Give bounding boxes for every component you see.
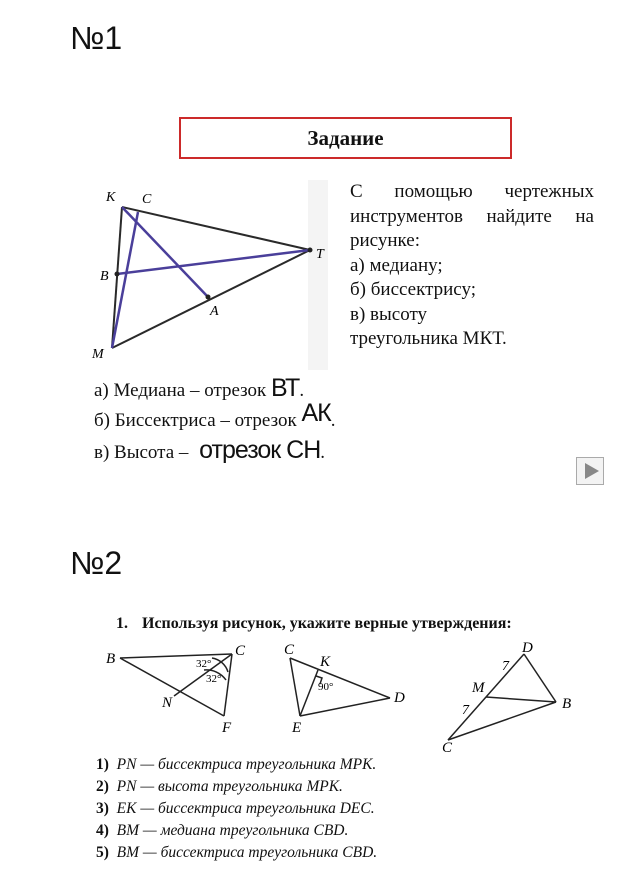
fig2-label-d: D: [394, 690, 405, 706]
question-number: 1.: [116, 615, 128, 632]
answer-b-prefix: б) Биссектриса – отрезок: [94, 410, 297, 431]
answer-b: [94, 399, 336, 433]
answer-a: [94, 374, 304, 403]
task-line: рисунке:: [350, 230, 420, 251]
answer-c-suffix: .: [320, 442, 326, 463]
answer-a-suffix: .: [299, 380, 305, 401]
task-line: б) биссектрису;: [350, 279, 477, 300]
fig1-label-c: C: [235, 643, 246, 659]
task-title-box: [179, 117, 512, 159]
answer-b-value: АК: [301, 399, 331, 427]
fig3-label-b: B: [562, 696, 572, 712]
answer-b-suffix: .: [330, 410, 336, 431]
label-c: C: [142, 192, 152, 207]
play-icon[interactable]: [576, 457, 604, 485]
fig1-label-n: N: [162, 695, 173, 711]
task-line: треугольника МКТ.: [350, 328, 507, 349]
statement-5: 5) BM — биссектриса треугольника CBD.: [96, 844, 378, 861]
statement-3: 3) EK — биссектриса треугольника DEC.: [96, 800, 375, 817]
fig2-label-c: C: [284, 642, 295, 658]
median-bt: [117, 250, 310, 274]
fig3-seg-2: 7: [462, 703, 469, 718]
answer-c: [94, 436, 325, 465]
statements-list: [96, 754, 616, 864]
task-line: инструментов найдите на: [350, 205, 594, 227]
label-b: B: [100, 269, 109, 284]
label-k: K: [106, 190, 116, 205]
answer-c-prefix: в) Высота –: [94, 442, 189, 463]
answer-a-value: ВТ: [271, 374, 300, 402]
side-mt: [112, 250, 310, 348]
task-line: а) медиану;: [350, 254, 443, 276]
fig1-label-b: B: [106, 651, 116, 667]
fig2-label-e: E: [292, 720, 302, 736]
answer-c-value: отрезок СН: [199, 436, 321, 464]
triangle-mkt-figure: [80, 180, 340, 370]
section-1-number: №1: [70, 20, 123, 56]
fig3-label-c: C: [442, 740, 453, 752]
fig3-label-m: M: [472, 680, 485, 696]
fig3-seg-1: 7: [502, 659, 509, 674]
statement-2: 2) PN — высота треугольника MPK.: [96, 778, 343, 795]
task-text: [350, 180, 594, 352]
fig1-angle-2: 32°: [206, 673, 222, 685]
fig2-label-k: K: [320, 654, 331, 670]
task-line: С помощью чертежных: [350, 181, 594, 202]
three-triangles-figure: [100, 640, 600, 752]
label-t: T: [316, 247, 324, 262]
task-line: в) высоту: [350, 303, 428, 325]
question: [116, 615, 512, 633]
side-kt: [122, 207, 310, 250]
fig3-label-d: D: [522, 640, 533, 656]
fig1-label-f: F: [222, 720, 232, 736]
question-text: Используя рисунок, укажите верные утверждения:: [142, 615, 512, 632]
label-a: A: [210, 304, 219, 319]
fig2-angle: 90°: [318, 681, 334, 693]
statement-1: 1) PN — биссектриса треугольника MPK.: [96, 756, 377, 773]
fig1-angle-1: 32°: [196, 658, 212, 670]
section-2-number: №2: [70, 545, 123, 581]
bisector-ak: [122, 207, 208, 297]
label-m: M: [92, 347, 104, 362]
statement-4: 4) BM — медиана треугольника CBD.: [96, 822, 349, 839]
task-title: Задание: [307, 125, 384, 150]
answer-a-prefix: а) Медиана – отрезок: [94, 380, 267, 401]
